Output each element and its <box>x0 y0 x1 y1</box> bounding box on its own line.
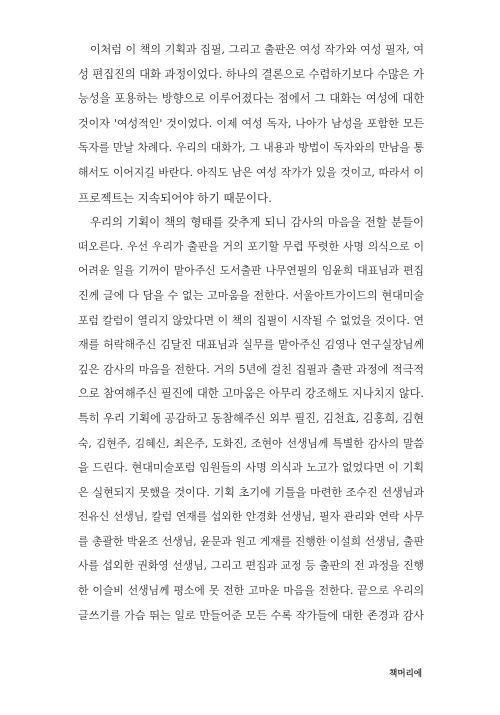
text-line: 우리의 기획이 책의 형태를 갖추게 되니 감사의 마음을 전할 분들이 <box>90 215 424 230</box>
text-line: 으로 참여해주신 필진에 대한 고마움은 아무리 강조해도 지나치지 않다. <box>78 387 424 401</box>
text-line: 재를 허락해주신 김달진 대표님과 실무를 맡아주신 김영나 연구실장님께 <box>78 338 424 352</box>
text-line: 전유신 선생님, 칼럼 연재를 섭외한 안경화 선생님, 필자 관리와 연락 사무 <box>78 510 424 524</box>
text-line: 글쓰기를 가슴 뛰는 일로 만들어준 모든 수록 작가들에 대한 존경과 감사 <box>78 608 424 622</box>
text-line: 특히 우리 기획에 공감하고 동참해주신 외부 필진, 김천효, 김홍희, 김현 <box>78 411 424 425</box>
text-line: 진께 글에 다 담을 수 없는 고마움을 전한다. 서울아트가이드의 현대미술 <box>78 288 424 302</box>
text-line: 은 실현되지 못했을 것이다. 기획 초기에 기틀을 마련한 조수진 선생님과 <box>78 485 424 499</box>
text-line: 이처럼 이 책의 기획과 집필, 그리고 출판은 여성 작가와 여성 필자, 여 <box>90 43 424 56</box>
running-footer: 책머리에 <box>389 669 422 679</box>
text-line: 능성을 포용하는 방향으로 이루어졌다는 점에서 그 대화는 여성에 대한 <box>78 92 424 106</box>
text-line: 어려운 일을 기꺼이 맡아주신 도서출판 나무연필의 임윤희 대표님과 편집 <box>78 264 424 278</box>
text-line: 것이자 '여성적인' 것이었다. 이제 여성 독자, 나아가 남성을 포함한 모든 <box>78 116 424 130</box>
paragraph <box>78 210 424 628</box>
body-text <box>78 38 424 628</box>
text-line: 를 총괄한 박윤조 선생님, 윤문과 원고 게재를 진행한 이설희 선생님, 출판 <box>78 534 424 548</box>
text-line: 포럼 칼럼이 열리지 않았다면 이 책의 집필이 시작될 수 없었을 것이다. 연 <box>78 313 424 327</box>
text-line: 깊은 감사의 마음을 전한다. 거의 5년에 걸친 집필과 출판 과정에 적극적 <box>78 362 424 376</box>
text-line: 프로젝트는 지속되어야 하기 때문이다. <box>78 190 272 205</box>
text-line: 숙, 김현주, 김혜신, 최은주, 도화진, 조현아 선생님께 특별한 감사의 말씀 <box>78 436 424 450</box>
text-line: 독자를 만날 차례다. 우리의 대화가, 그 내용과 방법이 독자와의 만남을 통 <box>78 141 424 155</box>
paragraph <box>78 38 424 210</box>
text-line: 을 드린다. 현대미술포럼 임원들의 사명 의식과 노고가 없었다면 이 기획 <box>78 461 424 475</box>
text-line: 해서도 이어지길 바란다. 아직도 남은 여성 작가가 있을 것이고, 따라서 이 <box>78 165 424 179</box>
text-line: 한 이슬비 선생님께 평소에 못 전한 고마운 마음을 전한다. 끝으로 우리의 <box>78 584 424 598</box>
text-line: 성 편집진의 대화 과정이었다. 하나의 결론으로 수렴하기보다 수많은 가 <box>78 67 424 81</box>
text-line: 사를 섭외한 권화영 선생님, 그리고 편집과 교정 등 출판의 전 과정을 진행 <box>78 559 424 573</box>
text-line: 떠오른다. 우선 우리가 출판을 거의 포기할 무렵 뚜렷한 사명 의식으로 이 <box>78 239 424 253</box>
